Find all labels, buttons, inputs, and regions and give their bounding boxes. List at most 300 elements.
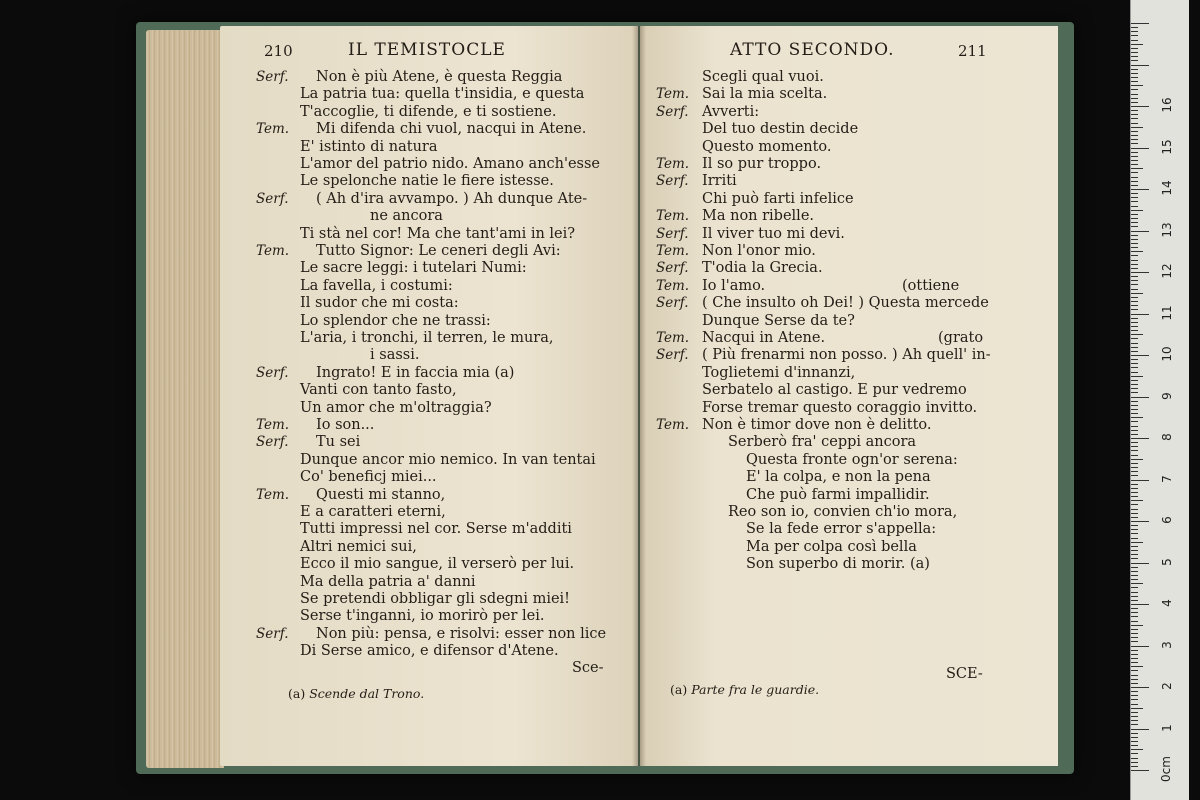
ruler-tick — [1131, 388, 1138, 389]
ruler-tick — [1131, 247, 1138, 248]
verse-line: Mi difenda chi vuol, nacqui in Atene. — [316, 121, 587, 138]
ruler-tick — [1131, 343, 1138, 344]
ruler-tick — [1131, 421, 1138, 422]
ruler-tick — [1131, 480, 1149, 481]
aria-line: Questa fronte ogn'or serena: — [746, 451, 958, 468]
ruler-tick — [1131, 255, 1138, 256]
ruler-tick — [1131, 662, 1138, 663]
verse-line: Io l'amo. — [702, 277, 766, 294]
verse-line: Questo momento. — [702, 138, 832, 155]
ruler-tick — [1131, 289, 1138, 290]
ruler-tick — [1131, 637, 1138, 638]
ruler-tick — [1131, 27, 1138, 28]
ruler-tick — [1131, 434, 1138, 435]
footnote-mark: (a) — [288, 686, 310, 701]
ruler-tick — [1131, 475, 1138, 476]
speaker-label: Tem. — [256, 243, 290, 259]
ruler-tick — [1131, 575, 1138, 576]
ruler-tick — [1131, 284, 1138, 285]
ruler-number: 12 — [1160, 263, 1174, 279]
ruler-number: 5 — [1160, 557, 1174, 566]
ruler-tick — [1131, 210, 1143, 211]
ruler-tick — [1131, 509, 1138, 510]
verse-line: Vanti con tanto fasto, — [300, 382, 457, 399]
ruler-tick — [1131, 334, 1143, 335]
verse-line: Tutto Signor: Le ceneri degli Avi: — [316, 243, 561, 259]
ruler-tick — [1131, 650, 1138, 651]
verse-line: Irriti — [702, 173, 737, 190]
speaker-label: Tem. — [256, 417, 290, 433]
ruler-number: 8 — [1160, 433, 1174, 441]
ruler-tick — [1131, 222, 1138, 223]
ruler-tick — [1131, 587, 1138, 588]
ruler-tick — [1131, 351, 1138, 352]
ruler-tick — [1131, 314, 1149, 315]
ruler-number: 13 — [1160, 221, 1174, 238]
ruler-tick — [1131, 60, 1138, 61]
ruler-tick — [1131, 430, 1138, 431]
ruler-tick — [1131, 592, 1138, 593]
speaker-label: Serf. — [256, 625, 289, 642]
ruler-number: 1 — [1160, 723, 1174, 732]
ruler-tick — [1131, 616, 1138, 617]
speaker-label: Tem. — [656, 417, 690, 433]
ruler-tick — [1131, 347, 1138, 348]
aria-line: Che può farmi impallidir. — [746, 486, 930, 503]
verse-line: Ma della patria a' danni — [300, 573, 476, 590]
verse-line: Ingrato! E in faccia mia (a) — [316, 364, 515, 381]
ruler-tick — [1131, 459, 1143, 460]
ruler-number: 11 — [1160, 304, 1174, 321]
ruler-tick — [1131, 35, 1138, 36]
measuring-ruler — [1130, 0, 1189, 800]
verse-line: Toglietemi d'innanzi, — [702, 364, 856, 381]
verse-line: ( Ah d'ira avvampo. ) Ah dunque Ate- — [316, 190, 588, 207]
ruler-tick — [1131, 538, 1138, 539]
ruler-tick — [1131, 666, 1143, 667]
ruler-tick — [1131, 579, 1138, 580]
ruler-tick — [1131, 529, 1138, 530]
ruler-tick — [1131, 695, 1138, 696]
ruler-tick — [1131, 745, 1138, 746]
speaker-label: Tem. — [656, 86, 690, 103]
ruler-tick — [1131, 720, 1138, 721]
ruler-tick — [1131, 517, 1138, 518]
ruler-tick — [1131, 770, 1149, 771]
verse-line: Del tuo destin decide — [702, 121, 859, 138]
ruler-tick — [1131, 612, 1138, 613]
ruler-tick — [1131, 330, 1138, 331]
ruler-tick — [1131, 384, 1138, 385]
verse-line: Serbatelo al castigo. E pur vedremo — [702, 382, 967, 399]
ruler-tick — [1131, 542, 1143, 543]
ruler-tick — [1131, 546, 1138, 547]
ruler-tick — [1131, 218, 1138, 219]
aria-line: Se la fede error s'appella: — [746, 521, 937, 538]
ruler-tick — [1131, 679, 1138, 680]
verse-line: Non più: pensa, e risolvi: esser non lice — [316, 625, 607, 642]
ruler-tick — [1131, 214, 1138, 215]
ruler-tick — [1131, 758, 1138, 759]
ruler-tick — [1131, 69, 1138, 70]
ruler-tick — [1131, 189, 1149, 190]
ruler-tick — [1131, 243, 1138, 244]
ruler-tick — [1131, 239, 1138, 240]
ruler-tick — [1131, 737, 1138, 738]
ruler-tick — [1131, 131, 1138, 132]
footnote-text: Parte fra le guardie. — [691, 682, 820, 697]
speaker-label: Serf. — [256, 190, 289, 207]
ruler-tick — [1131, 322, 1138, 323]
page-number: 211 — [958, 42, 987, 60]
ruler-tick — [1131, 135, 1138, 136]
ruler-tick — [1131, 185, 1138, 186]
ruler-tick — [1131, 687, 1149, 688]
speaker-label: Serf. — [656, 225, 689, 242]
ruler-tick — [1131, 272, 1149, 273]
verse-line: Tu sei — [316, 434, 361, 451]
ruler-tick — [1131, 488, 1138, 489]
ruler-tick — [1131, 413, 1138, 414]
verse-line: Altri nemici sui, — [300, 538, 417, 555]
ruler-tick — [1131, 704, 1138, 705]
ruler-tick — [1131, 89, 1138, 90]
verse-line: ( Che insulto oh Dei! ) Questa mercede — [702, 295, 989, 312]
ruler-tick — [1131, 23, 1149, 24]
verse-line: Tutti impressi nel cor. Serse m'additi — [300, 521, 572, 538]
ruler-tick — [1131, 438, 1149, 439]
ruler-tick — [1131, 40, 1138, 41]
ruler-number: 2 — [1160, 682, 1174, 690]
verse-line: i sassi. — [370, 347, 420, 364]
ruler-number: 10 — [1160, 346, 1174, 362]
ruler-tick — [1131, 401, 1138, 402]
verse-line: Ecco il mio sangue, il verserò per lui. — [300, 556, 575, 573]
ruler-tick — [1131, 716, 1138, 717]
verse-line: Le sacre leggi: i tutelari Numi: — [300, 260, 527, 277]
ruler-tick — [1131, 426, 1138, 427]
ruler-tick — [1131, 85, 1143, 86]
ruler-tick — [1131, 293, 1143, 294]
ruler-tick — [1131, 471, 1138, 472]
ruler-tick — [1131, 301, 1138, 302]
ruler-tick — [1131, 583, 1143, 584]
verse-line: Io son... — [316, 417, 375, 433]
ruler-tick — [1131, 143, 1138, 144]
catchword: Sce- — [572, 659, 604, 676]
verse-line: Non è più Atene, è questa Reggia — [316, 69, 563, 85]
ruler-tick — [1131, 56, 1138, 57]
verse-line: Lo splendor che ne trassi: — [300, 312, 491, 329]
ruler-tick — [1131, 81, 1138, 82]
ruler-tick — [1131, 699, 1138, 700]
verse-line: Avverti: — [702, 103, 760, 120]
verse-line: La patria tua: quella t'insidia, e questa — [300, 86, 585, 103]
verse-line: Scegli qual vuoi. — [702, 69, 824, 85]
ruler-tick — [1131, 504, 1138, 505]
ruler-tick — [1131, 600, 1138, 601]
ruler-tick — [1131, 554, 1138, 555]
running-header: ATTO SECONDO. — [730, 40, 895, 60]
ruler-tick — [1131, 712, 1138, 713]
ruler-tick — [1131, 181, 1138, 182]
ruler-tick — [1131, 168, 1143, 169]
footnote — [288, 686, 424, 701]
ruler-tick — [1131, 670, 1138, 671]
ruler-tick — [1131, 280, 1138, 281]
ruler-tick — [1131, 766, 1138, 767]
speaker-label: Tem. — [656, 243, 690, 259]
ruler-tick — [1131, 409, 1138, 410]
ruler-tick — [1131, 446, 1138, 447]
ruler-tick — [1131, 550, 1138, 551]
footnote-text: Scende dal Trono. — [309, 686, 425, 701]
ruler-tick — [1131, 102, 1138, 103]
speaker-label: Serf. — [656, 173, 689, 190]
ruler-tick — [1131, 405, 1138, 406]
ruler-tick — [1131, 123, 1138, 124]
ruler-tick — [1131, 496, 1138, 497]
verse-line: Serse t'inganni, io morirò per lei. — [300, 608, 545, 625]
ruler-tick — [1131, 118, 1138, 119]
verse-line: Non l'onor mio. — [702, 243, 816, 259]
aria-line: Ma per colpa così bella — [746, 538, 917, 555]
ruler-tick — [1131, 106, 1149, 107]
verse-line: Dunque ancor mio nemico. In van tentai — [300, 451, 596, 468]
ruler-unit-label: 0cm — [1159, 756, 1173, 782]
ruler-tick — [1131, 206, 1138, 207]
book-gutter — [632, 26, 646, 766]
verse-line: Sai la mia scelta. — [702, 86, 828, 103]
footnote — [670, 682, 819, 697]
aria-line: Serberò fra' ceppi ancora — [728, 434, 917, 451]
page-number: 210 — [264, 42, 293, 60]
verse-line: Ma non ribelle. — [702, 208, 815, 225]
speaker-label: Tem. — [656, 277, 690, 294]
ruler-number: 14 — [1160, 180, 1174, 196]
ruler-tick — [1131, 160, 1138, 161]
ruler-tick — [1131, 65, 1149, 66]
ruler-tick — [1131, 729, 1149, 730]
ruler-tick — [1131, 492, 1138, 493]
ruler-tick — [1131, 98, 1138, 99]
ruler-tick — [1131, 633, 1138, 634]
ruler-tick — [1131, 571, 1138, 572]
running-header: IL TEMISTOCLE — [348, 40, 506, 60]
ruler-tick — [1131, 127, 1143, 128]
ruler-tick — [1131, 450, 1138, 451]
ruler-tick — [1131, 338, 1138, 339]
verse-line: L'aria, i tronchi, il terren, le mura, — [300, 330, 554, 346]
speaker-label: Tem. — [656, 330, 690, 346]
ruler-tick — [1131, 318, 1138, 319]
ruler-tick — [1131, 268, 1138, 269]
ruler-tick — [1131, 397, 1149, 398]
ruler-tick — [1131, 48, 1138, 49]
aria-line: Son superbo di morir. (a) — [746, 556, 930, 573]
ruler-tick — [1131, 260, 1138, 261]
ruler-tick — [1131, 567, 1138, 568]
ruler-tick — [1131, 608, 1138, 609]
speaker-label: Tem. — [656, 156, 690, 172]
ruler-tick — [1131, 604, 1149, 605]
verse-line: Questi mi stanno, — [316, 486, 446, 503]
ruler-tick — [1131, 558, 1138, 559]
verse-line: Un amor che m'oltraggia? — [300, 399, 492, 416]
verse-line: La favella, i costumi: — [300, 277, 453, 294]
ruler-number: 9 — [1160, 391, 1174, 400]
ruler-number: 6 — [1160, 516, 1174, 524]
ruler-tick — [1131, 264, 1138, 265]
right-page — [640, 26, 1058, 766]
ruler-tick — [1131, 77, 1138, 78]
ruler-tick — [1131, 139, 1138, 140]
catchword: SCE- — [946, 666, 983, 682]
verse-line: Il so pur troppo. — [702, 156, 822, 172]
verse-line: T'accoglie, ti difende, e ti sostiene. — [300, 103, 557, 120]
ruler-tick — [1131, 276, 1138, 277]
ruler-tick — [1131, 675, 1138, 676]
verse-line: Nacqui in Atene. — [702, 330, 826, 346]
ruler-number: 3 — [1160, 640, 1174, 649]
verse-line: E' istinto di natura — [300, 138, 438, 155]
aria-line: Reo son io, convien ch'io mora, — [728, 504, 958, 520]
side-word: (ottiene — [902, 277, 960, 294]
ruler-tick — [1131, 305, 1138, 306]
ruler-tick — [1131, 172, 1138, 173]
speaker-label: Tem. — [656, 208, 690, 225]
ruler-tick — [1131, 152, 1138, 153]
ruler-tick — [1131, 367, 1138, 368]
ruler-tick — [1131, 500, 1143, 501]
ruler-tick — [1131, 484, 1138, 485]
footnote-mark: (a) — [670, 682, 692, 697]
ruler-tick — [1131, 309, 1138, 310]
ruler-tick — [1131, 467, 1138, 468]
ruler-tick — [1131, 164, 1138, 165]
verse-line: Il sudor che mi costa: — [300, 295, 459, 312]
ruler-tick — [1131, 148, 1149, 149]
ruler-tick — [1131, 201, 1138, 202]
ruler-number: 15 — [1160, 138, 1174, 155]
ruler-tick — [1131, 563, 1149, 564]
ruler-tick — [1131, 156, 1138, 157]
ruler-tick — [1131, 708, 1143, 709]
speaker-label: Serf. — [656, 347, 689, 364]
ruler-tick — [1131, 596, 1138, 597]
speaker-label: Serf. — [256, 69, 289, 85]
ruler-tick — [1131, 654, 1138, 655]
ruler-tick — [1131, 629, 1138, 630]
ruler-tick — [1131, 749, 1143, 750]
ruler-tick — [1131, 733, 1138, 734]
ruler-tick — [1131, 741, 1138, 742]
ruler-tick — [1131, 621, 1138, 622]
ruler-tick — [1131, 753, 1138, 754]
ruler-tick — [1131, 52, 1138, 53]
ruler-tick — [1131, 417, 1143, 418]
verse-line: Ti stà nel cor! Ma che tant'ami in lei? — [300, 225, 576, 242]
ruler-tick — [1131, 683, 1138, 684]
verse-line: Dunque Serse da te? — [702, 312, 855, 329]
ruler-tick — [1131, 251, 1143, 252]
ruler-tick — [1131, 94, 1138, 95]
ruler-tick — [1131, 363, 1138, 364]
verse-line: Il viver tuo mi devi. — [702, 225, 845, 242]
verse-line: ( Più frenarmi non posso. ) Ah quell' in- — [702, 347, 991, 364]
speaker-label: Serf. — [656, 295, 689, 312]
speaker-label: Tem. — [256, 121, 290, 138]
ruler-tick — [1131, 455, 1138, 456]
ruler-number: 7 — [1160, 474, 1174, 483]
ruler-tick — [1131, 197, 1138, 198]
ruler-tick — [1131, 463, 1138, 464]
ruler-tick — [1131, 392, 1138, 393]
verse-line: Chi può farti infelice — [702, 190, 854, 207]
verse-line: Se pretendi obbligar gli sdegni miei! — [300, 591, 570, 607]
ruler-tick — [1131, 525, 1138, 526]
ruler-tick — [1131, 326, 1138, 327]
ruler-tick — [1131, 372, 1138, 373]
ruler-tick — [1131, 442, 1138, 443]
ruler-tick — [1131, 359, 1138, 360]
ruler-tick — [1131, 533, 1138, 534]
speaker-label: Serf. — [256, 434, 289, 451]
ruler-tick — [1131, 235, 1138, 236]
ruler-tick — [1131, 231, 1149, 232]
speaker-label: Serf. — [256, 364, 289, 381]
speaker-label: Tem. — [256, 486, 290, 503]
ruler-tick — [1131, 646, 1149, 647]
speaker-label: Serf. — [656, 103, 689, 120]
ruler-tick — [1131, 355, 1149, 356]
ruler-tick — [1131, 521, 1149, 522]
ruler-tick — [1131, 625, 1143, 626]
verse-line: Co' beneficj miei... — [300, 469, 437, 486]
verse-line: L'amor del patrio nido. Amano anch'esse — [300, 156, 601, 172]
ruler-tick — [1131, 110, 1138, 111]
ruler-tick — [1131, 226, 1138, 227]
ruler-tick — [1131, 31, 1138, 32]
ruler-tick — [1131, 193, 1138, 194]
ruler-tick — [1131, 297, 1138, 298]
ruler-tick — [1131, 44, 1143, 45]
ruler-tick — [1131, 762, 1138, 763]
verse-line: T'odia la Grecia. — [702, 260, 823, 277]
side-word: (grato — [938, 330, 984, 346]
ruler-tick — [1131, 114, 1138, 115]
verse-line: E a caratteri eterni, — [300, 504, 446, 520]
ruler-tick — [1131, 658, 1138, 659]
verse-line: Di Serse amico, e difensor d'Atene. — [300, 643, 559, 660]
ruler-tick — [1131, 724, 1138, 725]
ruler-tick — [1131, 641, 1138, 642]
ruler-number: 16 — [1160, 97, 1174, 113]
ruler-number: 4 — [1160, 599, 1174, 607]
ruler-tick — [1131, 73, 1138, 74]
speaker-label: Serf. — [656, 260, 689, 277]
verse-line: Forse tremar questo coraggio invitto. — [702, 399, 978, 416]
page-fore-edge — [146, 30, 224, 768]
verse-line: ne ancora — [370, 208, 443, 225]
ruler-tick — [1131, 513, 1138, 514]
ruler-tick — [1131, 380, 1138, 381]
left-page — [220, 26, 638, 766]
ruler-tick — [1131, 376, 1143, 377]
ruler-tick — [1131, 691, 1138, 692]
ruler-tick — [1131, 177, 1138, 178]
aria-line: E' la colpa, e non la pena — [746, 469, 931, 486]
